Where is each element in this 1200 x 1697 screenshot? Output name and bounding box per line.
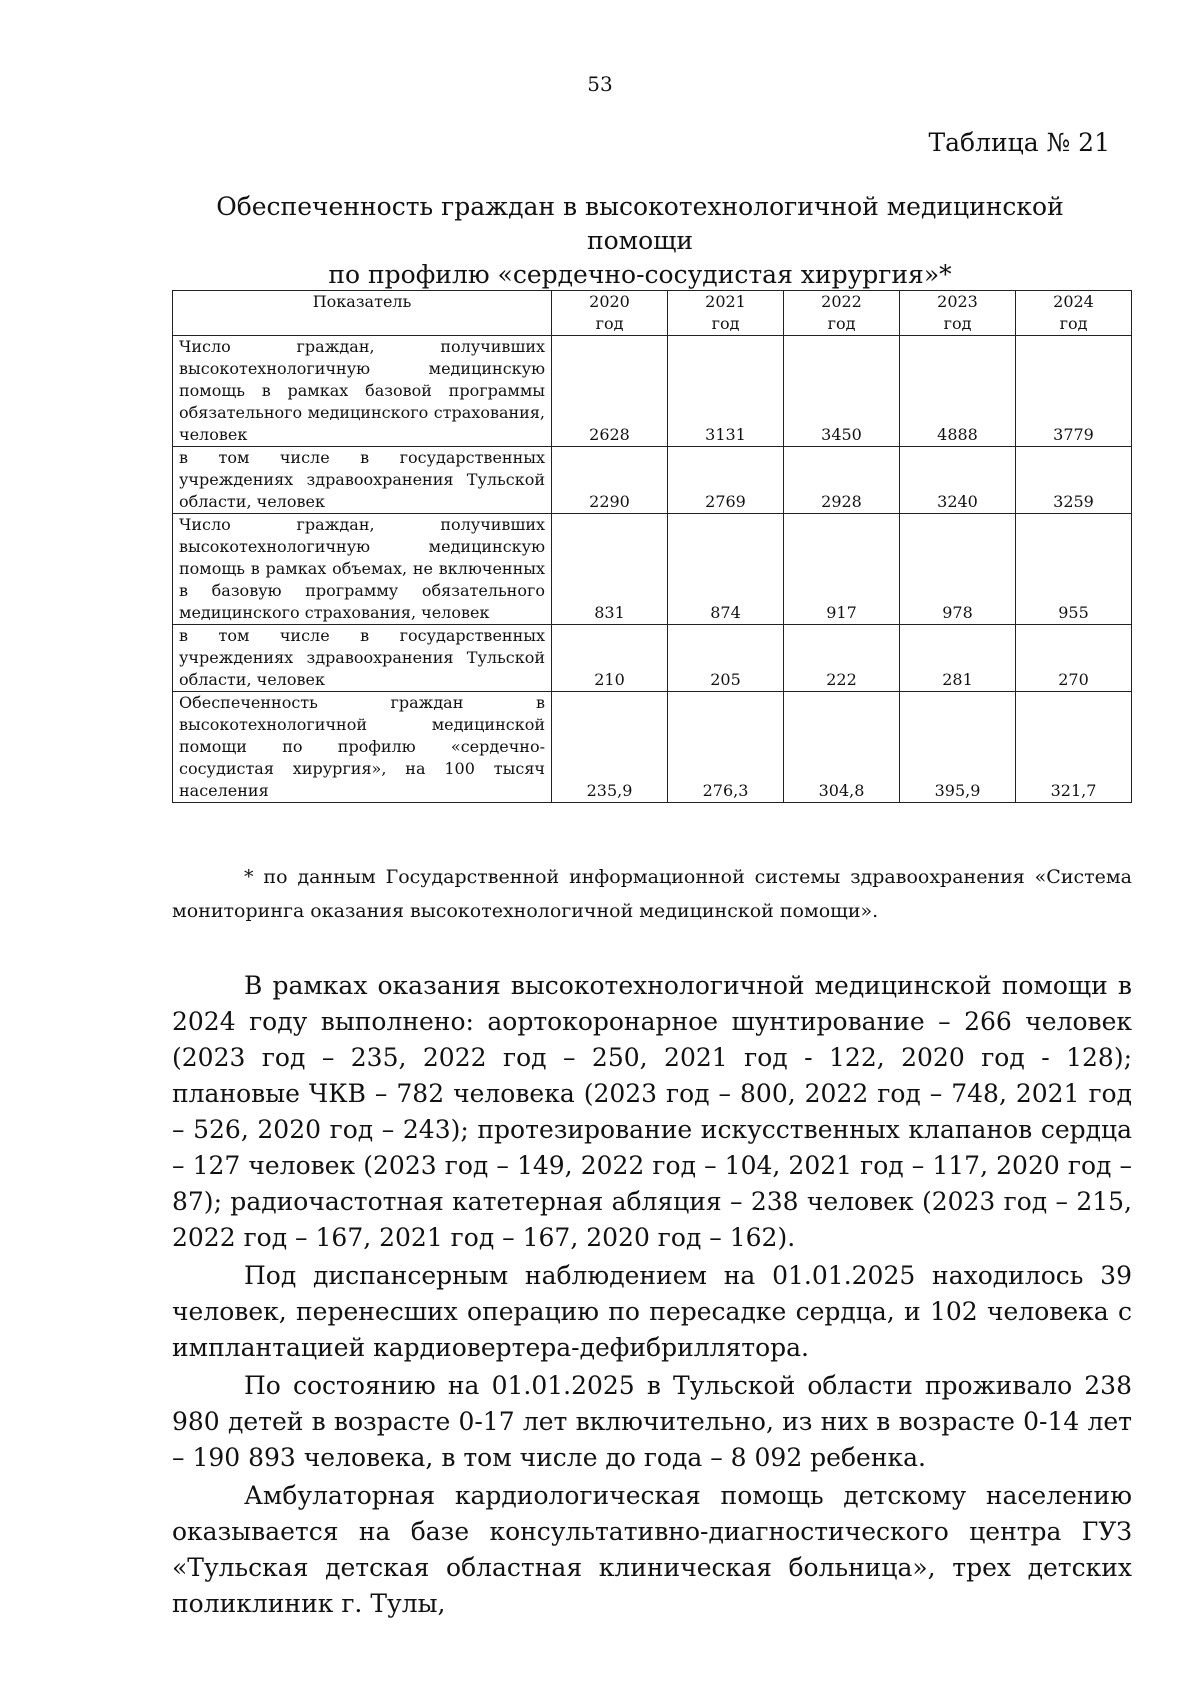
row-label: Обеспеченность граждан в высокотехнологичной медицинской помощи по профилю «сердечно-сосудистая хирургия», на 100 тысяч населения [173, 692, 552, 803]
table-title-line-2: по профилю «сердечно-сосудистая хирургия»* [328, 260, 952, 289]
table-cell: 222 [784, 625, 900, 692]
paragraph: Амбулаторная кардиологическая помощь детскому населению оказывается на базе консультативно-диагностического центра ГУЗ «Тульская детская областная клиническая больница», трех детских поликлиник г. Тулы, [172, 1481, 1132, 1618]
table-cell: 281 [900, 625, 1016, 692]
table-cell: 3450 [784, 336, 900, 447]
table-title [170, 190, 1110, 292]
table-cell: 2290 [552, 447, 668, 514]
table-row [173, 692, 1132, 803]
year-column-header [1016, 291, 1132, 336]
year-suffix: год [1059, 314, 1088, 333]
year-column-header [668, 291, 784, 336]
year-suffix: год [827, 314, 856, 333]
table-cell: 955 [1016, 514, 1132, 625]
row-label: Число граждан, получивших высокотехнологичную медицинскую помощь в рамках базовой программы обязательного медицинского страхования, человек [173, 336, 552, 447]
table-cell: 321,7 [1016, 692, 1132, 803]
year-number: 2021 [705, 292, 746, 311]
body-text [172, 968, 1132, 1624]
table-cell: 917 [784, 514, 900, 625]
table-row [173, 447, 1132, 514]
indicator-column-header: Показатель [173, 291, 552, 336]
year-number: 2022 [821, 292, 862, 311]
page-number: 53 [587, 72, 613, 96]
table-cell: 205 [668, 625, 784, 692]
table-cell: 2928 [784, 447, 900, 514]
table-cell: 874 [668, 514, 784, 625]
table-header-row [173, 291, 1132, 336]
table-row [173, 625, 1132, 692]
year-column-header [900, 291, 1016, 336]
year-column-header [784, 291, 900, 336]
table-cell: 3240 [900, 447, 1016, 514]
table-title-line-1: Обеспеченность граждан в высокотехнологичной медицинской помощи [216, 192, 1064, 255]
paragraph: Под диспансерным наблюдением на 01.01.2025 находилось 39 человек, перенесших операцию по пересадке сердца, и 102 человека с имплантацией кардиовертера-дефибриллятора. [172, 1261, 1132, 1362]
table-cell: 395,9 [900, 692, 1016, 803]
table-row [173, 514, 1132, 625]
row-label: Число граждан, получивших высокотехнологичную медицинскую помощь в рамках объемах, не включенных в базовую программу обязательного медицинского страхования, человек [173, 514, 552, 625]
table-cell: 210 [552, 625, 668, 692]
table-cell: 3779 [1016, 336, 1132, 447]
table-label: Таблица № 21 [928, 128, 1110, 157]
year-column-header [552, 291, 668, 336]
paragraph: В рамках оказания высокотехнологичной медицинской помощи в 2024 году выполнено: аортокоронарное шунтирование – 266 человек (2023 год – 235, 2022 год – 250, 2021 год - 122, 2020 год - 128); плановые ЧКВ – 782 человека (2023 год – 800, 2022 год – 748, 2021 год – 526, 2020 год – 243); протезирование искусственных клапанов сердца – 127 человек (2023 год – 149, 2022 год – 104, 2021 год – 117, 2020 год – 87); радиочастотная катетерная абляция – 238 человек (2023 год – 215, 2022 год – 167, 2021 год – 167, 2020 год – 162). [172, 971, 1132, 1252]
table-cell: 3259 [1016, 447, 1132, 514]
table-cell: 4888 [900, 336, 1016, 447]
year-suffix: год [595, 314, 624, 333]
year-suffix: год [943, 314, 972, 333]
row-label: в том числе в государственных учреждениях здравоохранения Тульской области, человек [173, 625, 552, 692]
year-number: 2024 [1053, 292, 1094, 311]
year-suffix: год [711, 314, 740, 333]
table-cell: 3131 [668, 336, 784, 447]
table-cell: 831 [552, 514, 668, 625]
year-number: 2020 [589, 292, 630, 311]
row-label: в том числе в государственных учреждениях здравоохранения Тульской области, человек [173, 447, 552, 514]
year-number: 2023 [937, 292, 978, 311]
table-cell: 276,3 [668, 692, 784, 803]
statistics-table [172, 290, 1132, 803]
table-cell: 978 [900, 514, 1016, 625]
table-cell: 235,9 [552, 692, 668, 803]
table-row [173, 336, 1132, 447]
table-cell: 304,8 [784, 692, 900, 803]
table-footnote: * по данным Государственной информационной системы здравоохранения «Система мониторинга оказания высокотехнологичной медицинской помощи». [172, 866, 1132, 922]
table-cell: 2628 [552, 336, 668, 447]
table-cell: 2769 [668, 447, 784, 514]
table-cell: 270 [1016, 625, 1132, 692]
paragraph: По состоянию на 01.01.2025 в Тульской области проживало 238 980 детей в возрасте 0-17 лет включительно, из них в возрасте 0-14 лет – 190 893 человека, в том числе до года – 8 092 ребенка. [172, 1371, 1132, 1472]
